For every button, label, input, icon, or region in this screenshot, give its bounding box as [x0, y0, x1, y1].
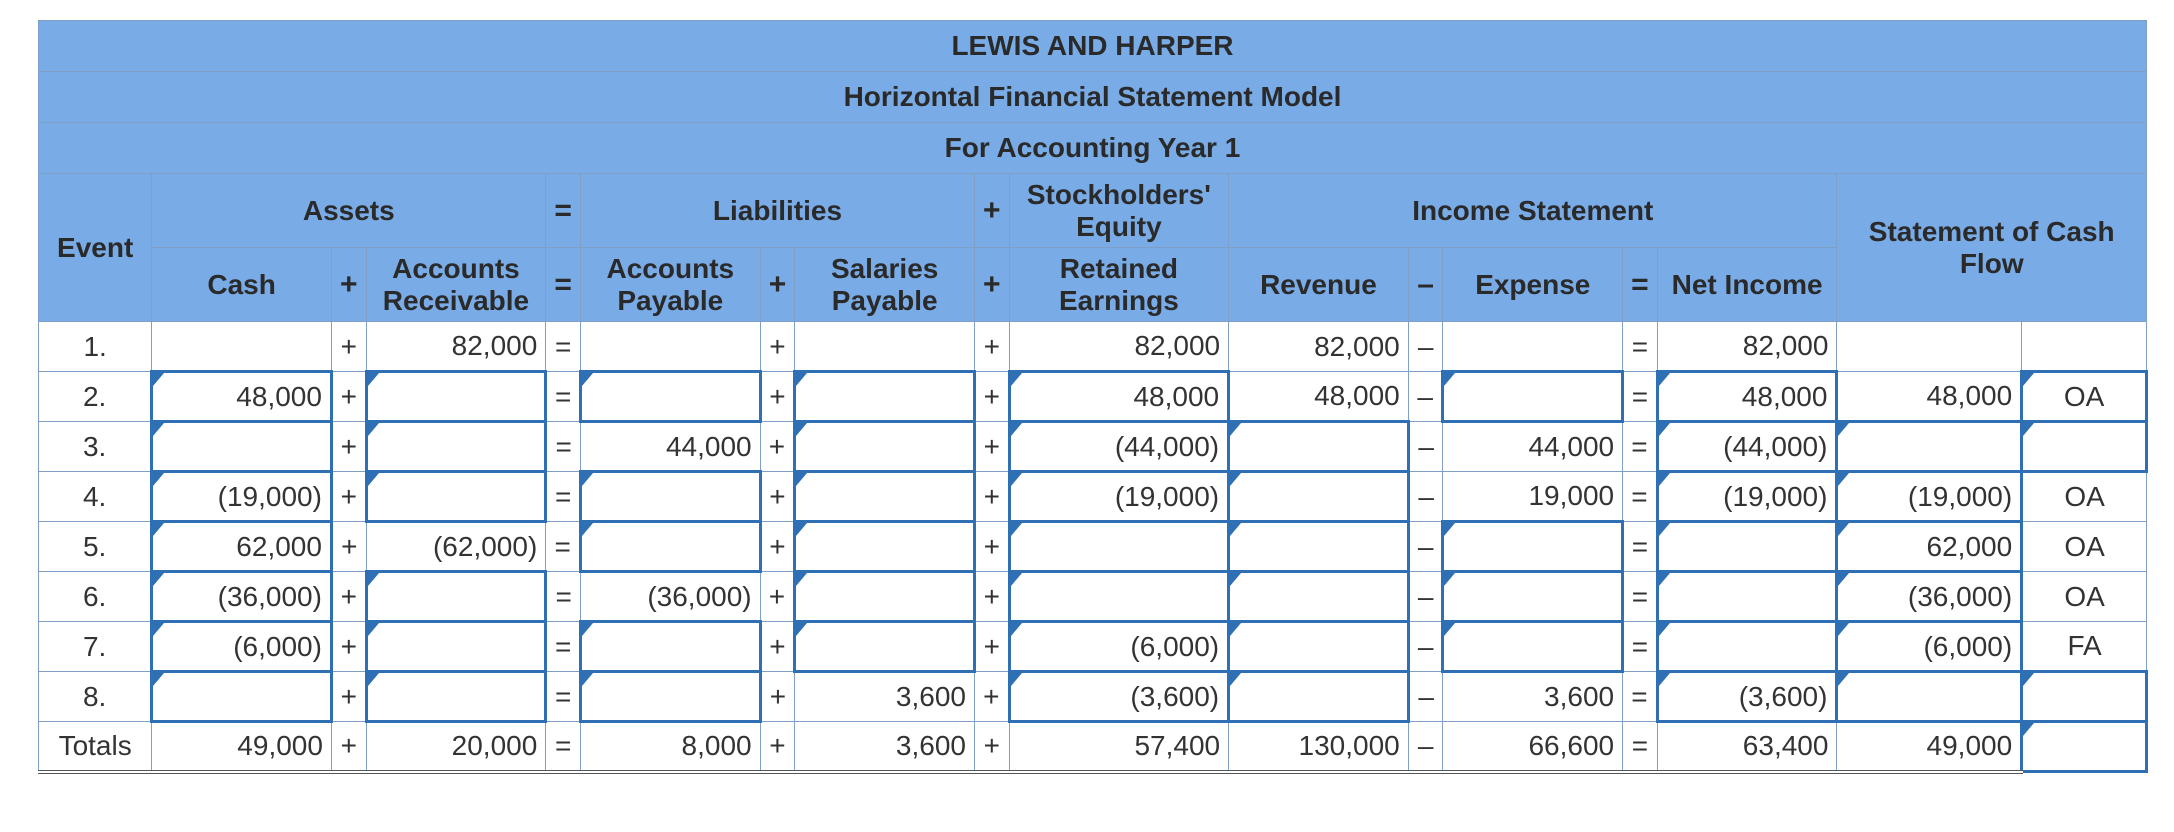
plus-sign: +	[760, 372, 795, 422]
minus-sign: –	[1408, 622, 1443, 672]
plus-sign: +	[331, 472, 366, 522]
minus-sign: –	[1408, 372, 1443, 422]
table-row	[39, 322, 2147, 372]
plus-sign: +	[974, 322, 1009, 372]
assets-header: Assets	[152, 174, 546, 248]
plus-sign: +	[331, 372, 366, 422]
retained-earnings-cell-input[interactable]	[1009, 522, 1228, 572]
cash-flow-amount-cell	[1837, 322, 2022, 372]
minus-sign: –	[1408, 472, 1443, 522]
plus-sign: +	[974, 422, 1009, 472]
revenue-cell: 48,000	[1229, 372, 1409, 422]
cash-flow-type-cell-input[interactable]	[2022, 722, 2147, 772]
plus-sign: +	[974, 572, 1009, 622]
accounts-payable-cell: (36,000)	[580, 572, 760, 622]
net-income-cell: 82,000	[1657, 322, 1837, 372]
accounts-receivable-cell: 20,000	[366, 722, 546, 772]
plus-sign: +	[974, 522, 1009, 572]
plus-sign: +	[974, 722, 1009, 772]
equals-sign: =	[1623, 722, 1658, 772]
model-title: Horizontal Financial Statement Model	[39, 72, 2147, 123]
net-income-cell-input[interactable]	[1657, 622, 1837, 672]
plus-sign: +	[974, 622, 1009, 672]
retained-earnings-cell-input[interactable]: (3,600)	[1009, 672, 1228, 722]
cash-flow-type-cell: OA	[2022, 472, 2147, 522]
salaries-payable-cell: 3,600	[795, 672, 975, 722]
plus-sign: +	[331, 672, 366, 722]
cash-cell-input[interactable]	[152, 672, 332, 722]
revenue-cell-input[interactable]	[1229, 672, 1409, 722]
equals-sign: =	[546, 622, 581, 672]
plus-sign: +	[760, 672, 795, 722]
event-cell: 7.	[39, 622, 152, 672]
plus-sign: +	[760, 422, 795, 472]
plus-sign: +	[331, 322, 366, 372]
net-income-cell-input[interactable]: 48,000	[1657, 372, 1837, 422]
expense-cell: 19,000	[1443, 472, 1623, 522]
company-title: LEWIS AND HARPER	[39, 21, 2147, 72]
event-cell: 6.	[39, 572, 152, 622]
plus-sign: +	[760, 472, 795, 522]
event-cell: 4.	[39, 472, 152, 522]
minus-sign: –	[1408, 722, 1443, 772]
net-income-cell-input[interactable]: (44,000)	[1657, 422, 1837, 472]
equals-sign: =	[546, 372, 581, 422]
plus-sign: +	[760, 622, 795, 672]
salaries-payable-cell: 3,600	[795, 722, 975, 772]
plus-sign: +	[331, 522, 366, 572]
cash-flow-header: Statement of Cash Flow	[1837, 174, 2147, 322]
cash-flow-amount-cell-input[interactable]: (36,000)	[1837, 572, 2022, 622]
horizontal-model-table	[38, 20, 2148, 774]
cash-cell-input[interactable]: (6,000)	[152, 622, 332, 672]
table-row	[39, 672, 2147, 722]
expense-cell-input[interactable]	[1443, 522, 1623, 572]
retained-earnings-cell-input[interactable]: 48,000	[1009, 372, 1228, 422]
plus-sign: +	[331, 422, 366, 472]
cash-flow-type-cell-input[interactable]: OA	[2022, 372, 2147, 422]
cash-cell-input[interactable]: 48,000	[152, 372, 332, 422]
accounts-payable-cell: 8,000	[580, 722, 760, 772]
liabilities-header: Liabilities	[580, 174, 974, 248]
equals-sign: =	[546, 572, 581, 622]
revenue-cell: 82,000	[1229, 322, 1409, 372]
event-cell: 3.	[39, 422, 152, 472]
equals-sign: =	[1623, 472, 1658, 522]
event-header: Event	[39, 174, 152, 322]
equals-sign: =	[546, 422, 581, 472]
net-income-cell-input[interactable]: (19,000)	[1657, 472, 1837, 522]
revenue-cell-input[interactable]	[1229, 422, 1409, 472]
plus-sign: +	[974, 174, 1009, 248]
net-income-cell-input[interactable]: (3,600)	[1657, 672, 1837, 722]
cash-cell: 49,000	[152, 722, 332, 772]
expense-header: Expense	[1443, 248, 1623, 322]
salaries-payable-cell-input[interactable]	[795, 622, 975, 672]
equals-sign: =	[546, 672, 581, 722]
cash-flow-type-cell: OA	[2022, 572, 2147, 622]
income-statement-header: Income Statement	[1229, 174, 1837, 248]
accounts-receivable-cell-input[interactable]	[366, 622, 546, 672]
table-row	[39, 372, 2147, 422]
net-income-cell-input[interactable]	[1657, 522, 1837, 572]
expense-cell-input[interactable]	[1443, 622, 1623, 672]
accounts-payable-header: Accounts Payable	[580, 248, 760, 322]
minus-sign: –	[1408, 672, 1443, 722]
totals-row	[39, 722, 2147, 772]
retained-earnings-cell-input[interactable]: (44,000)	[1009, 422, 1228, 472]
accounts-payable-cell-input[interactable]	[580, 472, 760, 522]
salaries-payable-cell-input[interactable]	[795, 372, 975, 422]
equals-sign: =	[546, 522, 581, 572]
expense-cell: 3,600	[1443, 672, 1623, 722]
salaries-payable-cell-input[interactable]	[795, 572, 975, 622]
salaries-payable-cell	[795, 322, 975, 372]
year-title: For Accounting Year 1	[39, 123, 2147, 174]
cash-cell-input[interactable]: (36,000)	[152, 572, 332, 622]
salaries-payable-cell-input[interactable]	[795, 522, 975, 572]
expense-cell: 66,600	[1443, 722, 1623, 772]
accounts-receivable-cell-input[interactable]	[366, 422, 546, 472]
revenue-header: Revenue	[1229, 248, 1409, 322]
cash-flow-amount-cell-input[interactable]	[1837, 422, 2022, 472]
accounts-receivable-cell: 82,000	[366, 322, 546, 372]
salaries-payable-cell-input[interactable]	[795, 422, 975, 472]
retained-earnings-cell-input[interactable]: (6,000)	[1009, 622, 1228, 672]
revenue-cell-input[interactable]	[1229, 622, 1409, 672]
cash-flow-type-cell-input[interactable]	[2022, 672, 2147, 722]
accounts-receivable-header: Accounts Receivable	[366, 248, 546, 322]
cash-flow-amount-cell-input[interactable]	[1837, 672, 2022, 722]
cash-cell-input[interactable]: 62,000	[152, 522, 332, 572]
cash-flow-type-cell-input[interactable]	[2022, 422, 2147, 472]
accounts-receivable-cell-input[interactable]	[366, 672, 546, 722]
plus-sign: +	[331, 622, 366, 672]
accounts-payable-cell-input[interactable]	[580, 522, 760, 572]
salaries-payable-cell-input[interactable]	[795, 472, 975, 522]
event-cell: 8.	[39, 672, 152, 722]
equals-sign: =	[1623, 248, 1658, 322]
accounts-payable-cell-input[interactable]	[580, 622, 760, 672]
event-cell: Totals	[39, 722, 152, 772]
accounts-payable-cell	[580, 322, 760, 372]
table-row	[39, 622, 2147, 672]
plus-sign: +	[760, 572, 795, 622]
accounts-payable-cell-input[interactable]	[580, 672, 760, 722]
expense-cell	[1443, 322, 1623, 372]
revenue-cell: 130,000	[1229, 722, 1409, 772]
stockholders-equity-header: Stockholders' Equity	[1009, 174, 1228, 248]
accounts-receivable-cell-input[interactable]	[366, 372, 546, 422]
revenue-cell-input[interactable]	[1229, 572, 1409, 622]
equals-sign: =	[546, 174, 581, 248]
cash-flow-type-cell: OA	[2022, 522, 2147, 572]
expense-cell: 44,000	[1443, 422, 1623, 472]
plus-sign: +	[331, 722, 366, 772]
expense-cell-input[interactable]	[1443, 572, 1623, 622]
cash-cell	[152, 322, 332, 372]
table-row	[39, 472, 2147, 522]
expense-cell-input[interactable]	[1443, 372, 1623, 422]
equals-sign: =	[1623, 372, 1658, 422]
equals-sign: =	[1623, 522, 1658, 572]
minus-sign: –	[1408, 322, 1443, 372]
cash-cell-input[interactable]: (19,000)	[152, 472, 332, 522]
accounts-payable-cell-input[interactable]	[580, 372, 760, 422]
plus-sign: +	[760, 248, 795, 322]
cash-flow-amount-cell: 49,000	[1837, 722, 2022, 772]
equals-sign: =	[1623, 322, 1658, 372]
equals-sign: =	[1623, 622, 1658, 672]
equals-sign: =	[1623, 672, 1658, 722]
financial-statement-model	[38, 20, 2148, 774]
cash-flow-amount-cell-input[interactable]: (19,000)	[1837, 472, 2022, 522]
cash-flow-amount-cell-input[interactable]: 62,000	[1837, 522, 2022, 572]
accounts-receivable-cell: (62,000)	[366, 522, 546, 572]
plus-sign: +	[331, 248, 366, 322]
plus-sign: +	[974, 472, 1009, 522]
equals-sign: =	[1623, 422, 1658, 472]
equals-sign: =	[1623, 572, 1658, 622]
retained-earnings-cell: 57,400	[1009, 722, 1228, 772]
minus-sign: –	[1408, 248, 1443, 322]
accounts-receivable-cell-input[interactable]	[366, 472, 546, 522]
table-row	[39, 572, 2147, 622]
table-row	[39, 522, 2147, 572]
retained-earnings-cell-input[interactable]	[1009, 572, 1228, 622]
equals-sign: =	[546, 472, 581, 522]
event-cell: 5.	[39, 522, 152, 572]
equals-sign: =	[546, 322, 581, 372]
plus-sign: +	[760, 722, 795, 772]
equals-sign: =	[546, 248, 581, 322]
cash-flow-type-cell: FA	[2022, 622, 2147, 672]
minus-sign: –	[1408, 572, 1443, 622]
retained-earnings-header: Retained Earnings	[1009, 248, 1228, 322]
cash-flow-amount-cell-input[interactable]: (6,000)	[1837, 622, 2022, 672]
net-income-cell-input[interactable]	[1657, 572, 1837, 622]
minus-sign: –	[1408, 422, 1443, 472]
cash-header: Cash	[152, 248, 332, 322]
salaries-payable-header: Salaries Payable	[795, 248, 975, 322]
cash-cell-input[interactable]	[152, 422, 332, 472]
equals-sign: =	[546, 722, 581, 772]
plus-sign: +	[760, 322, 795, 372]
plus-sign: +	[760, 522, 795, 572]
retained-earnings-cell-input[interactable]: (19,000)	[1009, 472, 1228, 522]
event-cell: 2.	[39, 372, 152, 422]
cash-flow-type-cell	[2022, 322, 2147, 372]
plus-sign: +	[974, 372, 1009, 422]
accounts-payable-cell: 44,000	[580, 422, 760, 472]
table-row	[39, 422, 2147, 472]
accounts-receivable-cell-input[interactable]	[366, 572, 546, 622]
plus-sign: +	[974, 248, 1009, 322]
revenue-cell-input[interactable]	[1229, 522, 1409, 572]
plus-sign: +	[331, 572, 366, 622]
retained-earnings-cell: 82,000	[1009, 322, 1228, 372]
event-cell: 1.	[39, 322, 152, 372]
net-income-header: Net Income	[1657, 248, 1837, 322]
minus-sign: –	[1408, 522, 1443, 572]
revenue-cell-input[interactable]	[1229, 472, 1409, 522]
plus-sign: +	[974, 672, 1009, 722]
cash-flow-amount-cell: 48,000	[1837, 372, 2022, 422]
net-income-cell: 63,400	[1657, 722, 1837, 772]
